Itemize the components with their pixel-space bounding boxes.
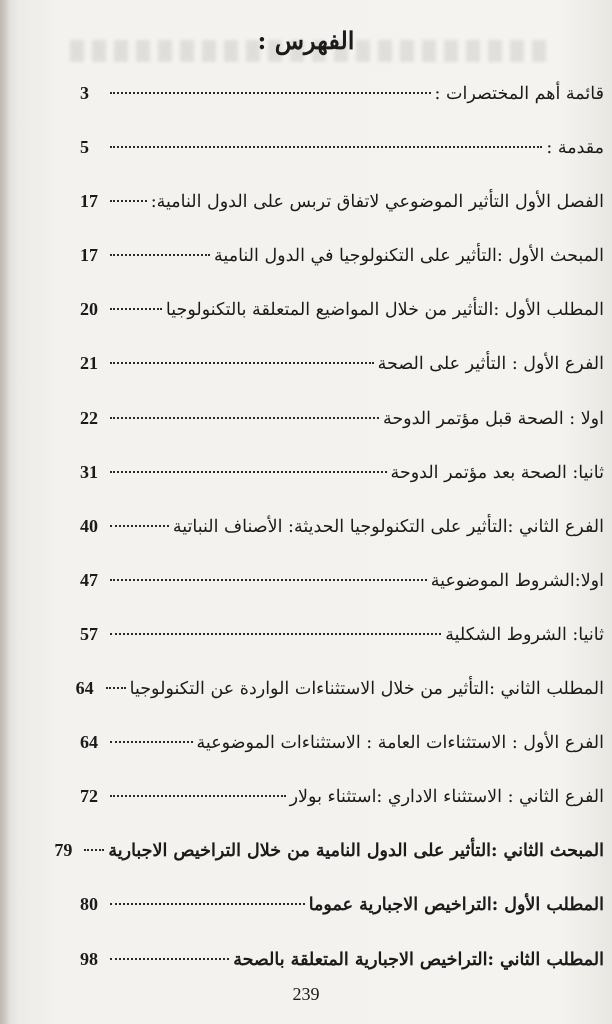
toc-entry-title: الفرع الثاني :التأثير على التكنولوجيا الحديثة: الأصناف النباتية	[172, 516, 604, 537]
toc-entry-title: ثانيا: الشروط الشكلية	[445, 624, 604, 645]
toc-entry-page: 17	[80, 191, 98, 212]
toc-entry-title: ثانيا: الصحة بعد مؤتمر الدوحة	[390, 462, 604, 483]
toc-entry-title: اولا:الشروط الموضوعية	[430, 570, 604, 591]
toc-entry	[80, 282, 604, 336]
toc-entry-title: الفرع الأول : التأثير على الصحة	[377, 354, 604, 375]
dot-leader	[84, 849, 104, 851]
toc-entry	[80, 932, 604, 986]
toc-entry-page: 98	[80, 948, 98, 969]
dot-leader	[110, 308, 162, 310]
toc-entry	[80, 877, 604, 931]
toc-entry	[54, 823, 604, 877]
toc-entry-page: 31	[80, 461, 98, 482]
toc-entry	[80, 553, 604, 607]
toc-entry	[80, 769, 604, 823]
toc-entry	[80, 499, 604, 553]
toc-entry-title: المطلب الأول :التراخيص الاجبارية عموما	[308, 895, 604, 916]
toc-entry	[80, 228, 604, 282]
toc-entry	[80, 174, 604, 228]
table-of-contents	[54, 66, 604, 986]
toc-entry	[80, 607, 604, 661]
toc-entry-page: 47	[80, 569, 98, 590]
toc-entry-page: 57	[80, 623, 98, 644]
toc-entry	[80, 66, 604, 120]
page-title: الفهرس :	[257, 26, 355, 55]
toc-entry-title: المبحث الثاني :التأثير على الدول النامية من خلال التراخيص الاجبارية	[108, 841, 604, 862]
toc-entry-page: 80	[80, 894, 98, 915]
toc-entry-page: 22	[80, 407, 98, 428]
toc-entry-page: 72	[80, 786, 98, 807]
dot-leader	[110, 254, 210, 256]
dot-leader	[110, 958, 229, 960]
toc-entry-title: الفرع الأول : الاستثناءات العامة : الاستثناءات الموضوعية	[196, 733, 604, 754]
dot-leader	[110, 146, 542, 148]
toc-entry-page: 40	[80, 515, 98, 536]
page-spine-shadow	[0, 0, 10, 1024]
toc-entry	[80, 336, 604, 390]
toc-entry	[75, 661, 604, 715]
dot-leader	[110, 417, 379, 419]
toc-entry	[80, 120, 604, 174]
toc-entry-title: مقدمة :	[546, 138, 604, 159]
dot-leader	[110, 741, 193, 743]
toc-entry-title: المطلب الأول :التأثير من خلال المواضيع المتعلقة بالتكنولوجيا	[165, 300, 604, 321]
dot-leader	[110, 525, 169, 527]
toc-entry-title: الفصل الأول التأثير الموضوعي لاتفاق تربس على الدول النامية:	[150, 192, 604, 213]
toc-entry	[80, 715, 604, 769]
toc-entry-page: 21	[80, 353, 98, 374]
toc-entry-page: 3	[80, 83, 89, 103]
toc-entry-title: قائمة أهم المختصرات :	[434, 84, 604, 104]
toc-entry	[80, 445, 604, 499]
dot-leader	[110, 903, 305, 905]
page-number: 239	[292, 984, 320, 1004]
dot-leader	[110, 362, 374, 364]
toc-entry-title: المبحث الأول :التأثير على التكنولوجيا في الدول النامية	[214, 246, 604, 267]
toc-entry-page: 64	[75, 678, 94, 699]
toc-entry-page: 17	[80, 245, 98, 266]
toc-entry-page: 79	[54, 840, 73, 861]
toc-entry-page: 5	[80, 137, 89, 158]
toc-entry	[80, 391, 604, 445]
toc-entry-title: المطلب الثاني :التأثير من خلال الاستثناءات الواردة عن التكنولوجيا	[129, 679, 604, 700]
dot-leader	[110, 200, 147, 202]
toc-entry-page: 20	[80, 299, 98, 320]
toc-entry-title: اولا : الصحة قبل مؤتمر الدوحة	[382, 408, 604, 429]
dot-leader	[110, 579, 427, 581]
dot-leader	[110, 471, 387, 473]
toc-entry-page: 64	[80, 732, 98, 753]
toc-entry-title: الفرع الثاني : الاستثناء الاداري :استثناء بولار	[289, 787, 604, 808]
dot-leader	[106, 687, 126, 689]
dot-leader	[110, 795, 286, 797]
dot-leader	[110, 92, 431, 94]
toc-entry-title: المطلب الثاني :التراخيص الاجبارية المتعلقة بالصحة	[233, 949, 604, 970]
dot-leader	[110, 633, 441, 635]
